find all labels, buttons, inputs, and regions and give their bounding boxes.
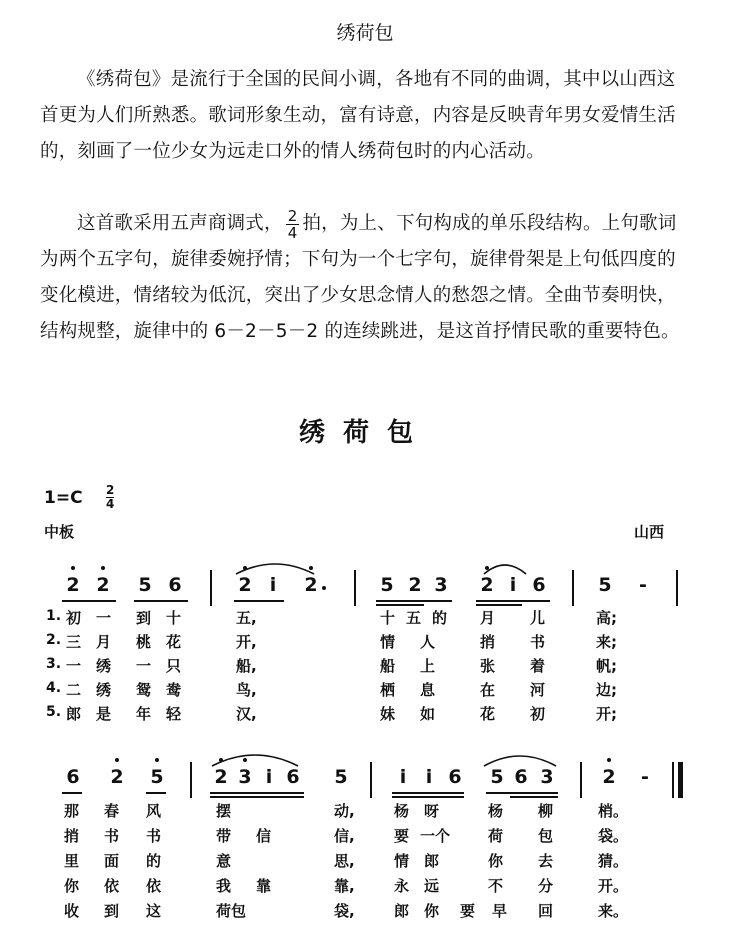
note: 3 xyxy=(238,766,252,788)
lyric-row xyxy=(0,800,730,824)
verse-number: 5. xyxy=(46,704,62,720)
lyric: 包 xyxy=(538,827,554,845)
lyric: 郎 xyxy=(424,852,440,870)
lyric: 要 xyxy=(394,827,410,845)
lyric: 不 xyxy=(488,877,504,895)
meter-denominator: 4 xyxy=(287,223,298,242)
lyric-row xyxy=(0,631,730,655)
lyric: 如 xyxy=(420,705,436,723)
verse-number: 1. xyxy=(46,608,62,624)
tempo-marking: 中板 xyxy=(44,523,75,541)
lyric: 回 xyxy=(538,902,554,920)
barline xyxy=(190,762,192,798)
lyric: 五, xyxy=(236,609,257,627)
lyric: 动, xyxy=(334,802,355,820)
lyric-row xyxy=(0,607,730,631)
barline xyxy=(676,570,678,606)
note: i xyxy=(269,574,277,596)
underline xyxy=(62,600,116,602)
lyric: 书 xyxy=(530,633,546,651)
lyric: 一 xyxy=(96,609,112,627)
lyric: 三 xyxy=(66,633,82,651)
underline xyxy=(392,796,464,798)
note: 2 xyxy=(238,574,252,596)
lyric: 这 xyxy=(146,902,162,920)
note: 2 xyxy=(602,766,616,788)
lyric: 袋, xyxy=(334,902,355,920)
octave-dot xyxy=(607,758,611,762)
octave-dot xyxy=(71,566,75,570)
note: 6 xyxy=(514,766,528,788)
verse-number: 4. xyxy=(46,680,62,696)
lyric: 汉, xyxy=(236,705,257,723)
lyric: 月 xyxy=(96,633,112,651)
lyric: 鸳 xyxy=(136,681,152,699)
lyric: 鸟, xyxy=(236,681,257,699)
lyric: 是 xyxy=(96,705,112,723)
lyric: 轻 xyxy=(166,705,182,723)
slur-3 xyxy=(212,755,298,766)
intro-paragraph-2 xyxy=(40,206,690,350)
lyric: 摆 xyxy=(216,802,232,820)
octave-dot xyxy=(485,566,489,570)
lyric-row xyxy=(0,655,730,679)
lyric: 分 xyxy=(538,877,554,895)
note: 6 xyxy=(168,574,182,596)
note: 2 xyxy=(96,574,110,596)
lyric: 里 xyxy=(64,852,80,870)
lyric: 着 xyxy=(530,657,546,675)
underline xyxy=(146,792,166,794)
meter-numerator: 2 xyxy=(287,206,298,225)
song-title: 绣荷包 xyxy=(298,418,431,448)
note: 3 xyxy=(434,574,448,596)
lyric: 的 xyxy=(432,609,448,627)
lyric: 袋。 xyxy=(598,827,629,845)
verse-number: 3. xyxy=(46,656,62,672)
note: 5 xyxy=(150,766,164,788)
octave-dot xyxy=(155,758,159,762)
lyric: 杨 xyxy=(394,802,410,820)
lyric: 柳 xyxy=(538,802,554,820)
lyric: 杨 xyxy=(488,802,504,820)
lyric: 船, xyxy=(236,657,257,675)
lyric: 只 xyxy=(166,657,182,675)
intro-text-2b: 拍，为上、下句构成的单乐段结构。上句歌词为两个五字句，旋律委婉抒情；下句为一个七字句，旋律骨架是上句低四度的变化模进，情绪较为低沉，突出了少女思念情人的愁怨之情。全曲节奏明快，结构规整，旋律中的 6－2－5－2 的连续跳进，是这首抒情民歌的重要特色。 xyxy=(40,213,680,342)
octave-dot xyxy=(219,758,223,762)
barline xyxy=(672,762,674,798)
lyric: 面 xyxy=(104,852,120,870)
lyric: 到 xyxy=(104,902,120,920)
note: 5 xyxy=(334,766,348,788)
time-numerator: 2 xyxy=(106,483,115,497)
lyric: 船 xyxy=(380,657,396,675)
lyric: 花 xyxy=(480,705,496,723)
lyric: 春 xyxy=(104,802,120,820)
octave-dot xyxy=(243,758,247,762)
lyric: 情 xyxy=(380,633,396,651)
lyric: 去 xyxy=(538,852,554,870)
underline xyxy=(134,600,188,602)
note: i xyxy=(399,766,407,788)
lyric: 十 xyxy=(380,609,396,627)
note: - xyxy=(641,766,649,788)
note: 5 xyxy=(380,574,394,596)
lyric: 儿 xyxy=(530,609,546,627)
barline xyxy=(580,762,582,798)
lyric: 开; xyxy=(596,705,617,723)
slur-1 xyxy=(236,564,314,574)
note: - xyxy=(639,574,647,596)
lyric: 五 xyxy=(406,609,422,627)
octave-dot xyxy=(243,566,247,570)
lyric: 捎 xyxy=(480,633,496,651)
lyric: 初 xyxy=(530,705,546,723)
lyric: 郎 xyxy=(394,902,410,920)
key-signature: 1=C xyxy=(44,488,83,508)
lyric: 早 xyxy=(492,902,508,920)
note: 2 xyxy=(304,574,318,596)
lyric: 书 xyxy=(104,827,120,845)
lyric: 你 xyxy=(424,902,440,920)
lyric: 要 xyxy=(460,902,476,920)
lyric: 靠, xyxy=(334,877,355,895)
note: i xyxy=(509,574,517,596)
lyric: 张 xyxy=(480,657,496,675)
barline xyxy=(210,570,212,606)
lyric: 荷 xyxy=(488,827,504,845)
lyric: 永 xyxy=(394,877,410,895)
note: 6 xyxy=(66,766,80,788)
lyric: 带 xyxy=(216,827,232,845)
note: i xyxy=(425,766,433,788)
lyric: 我 xyxy=(216,877,232,895)
lyric-row xyxy=(0,825,730,849)
lyric: 依 xyxy=(146,877,162,895)
lyric: 栖 xyxy=(380,681,396,699)
note: 2 xyxy=(214,766,228,788)
lyric: 一 xyxy=(66,657,82,675)
note: 2 xyxy=(408,574,422,596)
region-label: 山西 xyxy=(634,523,665,541)
lyric: 开。 xyxy=(598,877,629,895)
intro-text-1: 《绣荷包》是流行于全国的民间小调，各地有不同的曲调，其中以山西这首更为人们所熟悉。歌词形象生动，富有诗意，内容是反映青年男女爱情生活的，刻画了一位少女为远走口外的情人绣荷包时的内心活动。 xyxy=(40,69,676,162)
lyric: 那 xyxy=(64,802,80,820)
lyric: 在 xyxy=(480,681,496,699)
lyric: 二 xyxy=(66,681,82,699)
underline xyxy=(210,792,304,794)
slur-2 xyxy=(484,565,526,574)
lyric: 远 xyxy=(424,877,440,895)
lyric: 的 xyxy=(146,852,162,870)
intro-paragraph-1 xyxy=(40,62,690,170)
underline xyxy=(486,792,558,794)
intro-text-2 xyxy=(40,206,690,350)
lyric: 帆; xyxy=(596,657,617,675)
underline xyxy=(234,600,284,602)
lyric: 鸯 xyxy=(166,681,182,699)
duration-dot xyxy=(322,586,326,590)
underline xyxy=(510,796,558,798)
final-barline xyxy=(678,762,683,798)
lyric: 意 xyxy=(216,852,232,870)
lyric: 上 xyxy=(420,657,436,675)
underline xyxy=(62,792,82,794)
underline xyxy=(376,604,424,606)
lyric: 边; xyxy=(596,681,617,699)
lyric: 一个 xyxy=(420,827,451,845)
note: 6 xyxy=(532,574,546,596)
lyric: 初 xyxy=(66,609,82,627)
lyric-row xyxy=(0,875,730,899)
lyric: 信 xyxy=(256,827,272,845)
slur-4 xyxy=(484,756,556,766)
lyric-row xyxy=(0,900,730,924)
page-header: 绣荷包 xyxy=(336,22,394,44)
note: 6 xyxy=(448,766,462,788)
underline xyxy=(476,604,522,606)
underline xyxy=(476,600,550,602)
lyric: 你 xyxy=(488,852,504,870)
lyric: 人 xyxy=(420,633,436,651)
lyric: 绣 xyxy=(96,657,112,675)
note: 2 xyxy=(480,574,494,596)
lyric: 荷包 xyxy=(216,902,247,920)
lyric: 你 xyxy=(64,877,80,895)
lyric: 书 xyxy=(146,827,162,845)
lyric: 思, xyxy=(334,852,355,870)
lyric: 猜。 xyxy=(598,852,629,870)
note: 2 xyxy=(66,574,80,596)
lyric: 十 xyxy=(166,609,182,627)
lyric: 呀 xyxy=(424,802,440,820)
lyric: 桃 xyxy=(136,633,152,651)
lyric: 情 xyxy=(394,852,410,870)
lyric: 梢。 xyxy=(598,802,629,820)
lyric: 花 xyxy=(166,633,182,651)
lyric: 一 xyxy=(136,657,152,675)
octave-dot xyxy=(309,566,313,570)
barline xyxy=(354,570,356,606)
note: 5 xyxy=(490,766,504,788)
lyric-row xyxy=(0,703,730,727)
lyric-row xyxy=(0,679,730,703)
underline xyxy=(376,600,452,602)
note: 2 xyxy=(110,766,124,788)
octave-dot xyxy=(101,566,105,570)
lyric-row xyxy=(0,850,730,874)
octave-dot xyxy=(115,758,119,762)
underline xyxy=(210,796,304,798)
lyric: 来; xyxy=(596,633,617,651)
lyric: 风 xyxy=(146,802,162,820)
time-denominator: 4 xyxy=(106,497,115,511)
lyric: 到 xyxy=(136,609,152,627)
intro-text-2a: 这首歌采用五声商调式， xyxy=(77,213,283,234)
lyric: 月 xyxy=(480,609,496,627)
verse-number: 2. xyxy=(46,632,62,648)
meter-fraction xyxy=(286,208,300,241)
note: 5 xyxy=(598,574,612,596)
lyric: 年 xyxy=(136,705,152,723)
note: 5 xyxy=(138,574,152,596)
lyric: 妹 xyxy=(380,705,396,723)
lyric: 息 xyxy=(420,681,436,699)
lyric: 靠 xyxy=(256,877,272,895)
note: i xyxy=(265,766,273,788)
lyric: 来。 xyxy=(598,902,629,920)
note: 6 xyxy=(286,766,300,788)
lyric: 绣 xyxy=(96,681,112,699)
lyric: 开, xyxy=(236,633,257,651)
lyric: 河 xyxy=(530,681,546,699)
lyric: 郎 xyxy=(66,705,82,723)
time-signature xyxy=(106,484,114,511)
lyric: 信, xyxy=(334,827,355,845)
barline xyxy=(370,762,372,798)
underline xyxy=(392,792,464,794)
lyric: 依 xyxy=(104,877,120,895)
barline xyxy=(572,570,574,606)
lyric: 收 xyxy=(64,902,80,920)
lyric: 高; xyxy=(596,609,617,627)
note: 3 xyxy=(540,766,554,788)
lyric: 捎 xyxy=(64,827,80,845)
